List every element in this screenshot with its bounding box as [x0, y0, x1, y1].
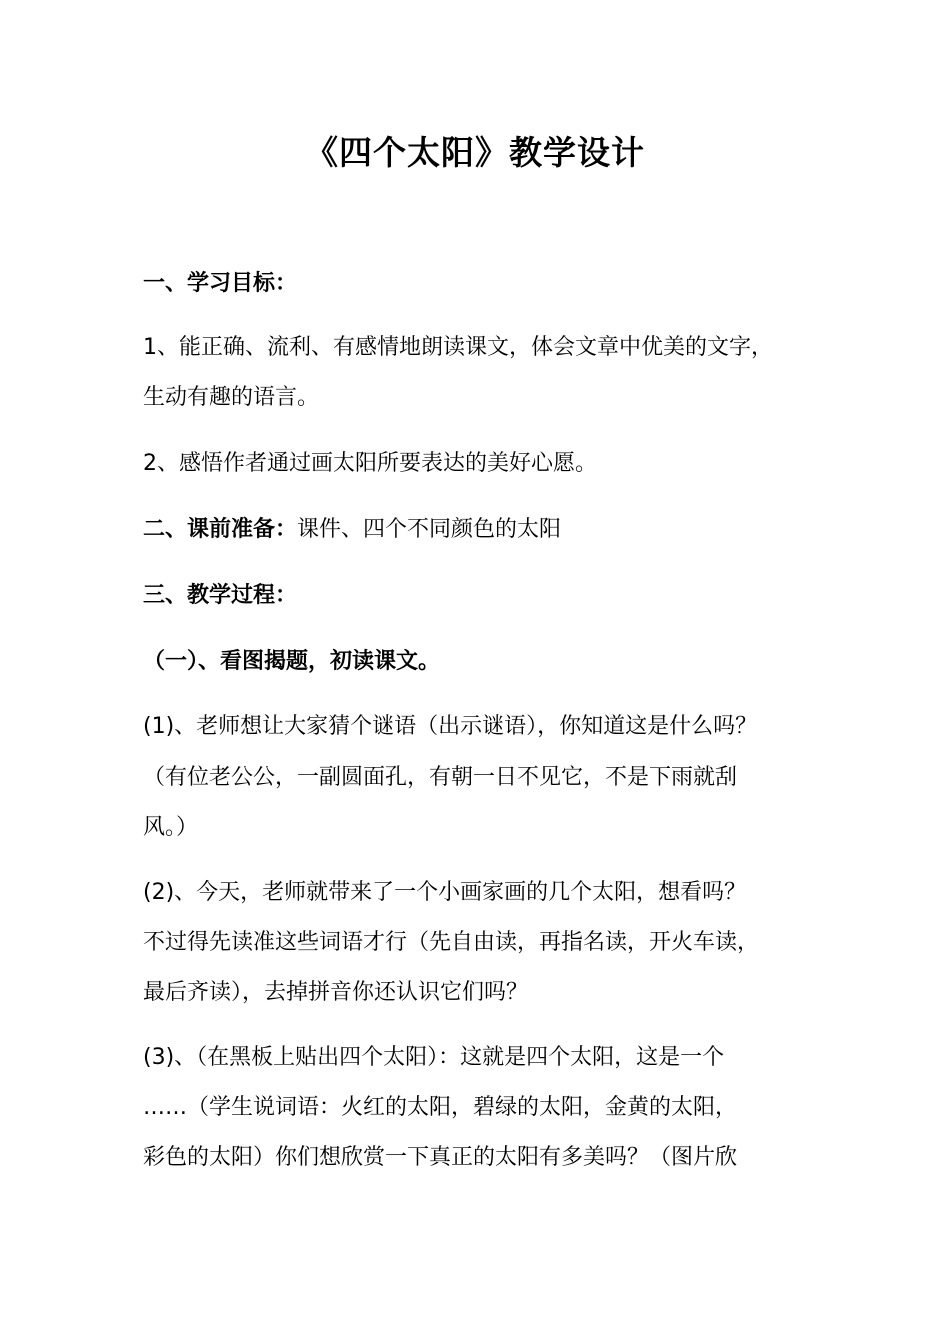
step-1-line-3: 风。）: [143, 815, 199, 840]
step-2-line-2: 不过得先读准这些词语才行（先自由读，再指名读，开火车读，: [143, 930, 760, 955]
section-heading-preparation: 二、课前准备：: [143, 517, 298, 542]
goal-1-line-1: 1、能正确、流利、有感情地朗读课文，体会文章中优美的文字，: [143, 335, 773, 360]
step-2-line-1: (2)、今天，老师就带来了一个小画家画的几个太阳，想看吗？: [143, 880, 747, 905]
section-preparation: [143, 514, 843, 546]
step-3-line-2: ……（学生说词语：火红的太阳，碧绿的太阳，金黄的太阳，: [143, 1095, 738, 1120]
section-heading-goals: 一、学习目标：: [143, 271, 298, 296]
goal-2-line-1: 2、感悟作者通过画太阳所要表达的美好心愿。: [143, 451, 597, 476]
part-1-heading: （一）、看图揭题，初读课文。: [143, 649, 441, 674]
step-3-line-3: 彩色的太阳）你们想欣赏一下真正的太阳有多美吗？（图片欣: [143, 1145, 738, 1170]
step-2-line-3: 最后齐读），去掉拼音你还认识它们吗？: [143, 980, 529, 1005]
step-3-line-1: (3)、（在黑板上贴出四个太阳）：这就是四个太阳，这是一个: [143, 1045, 725, 1070]
step-1-line-2: （有位老公公，一副圆面孔，有朝一日不见它，不是下雨就刮: [143, 765, 738, 790]
goal-1-line-2: 生动有趣的语言。: [143, 385, 320, 410]
step-1-line-1: (1)、老师想让大家猜个谜语（出示谜语），你知道这是什么吗？: [143, 714, 758, 739]
section-heading-process: 三、教学过程：: [143, 583, 298, 608]
document-title: 《四个太阳》教学设计: [305, 133, 645, 172]
preparation-content: 课件、四个不同颜色的太阳: [297, 517, 562, 542]
